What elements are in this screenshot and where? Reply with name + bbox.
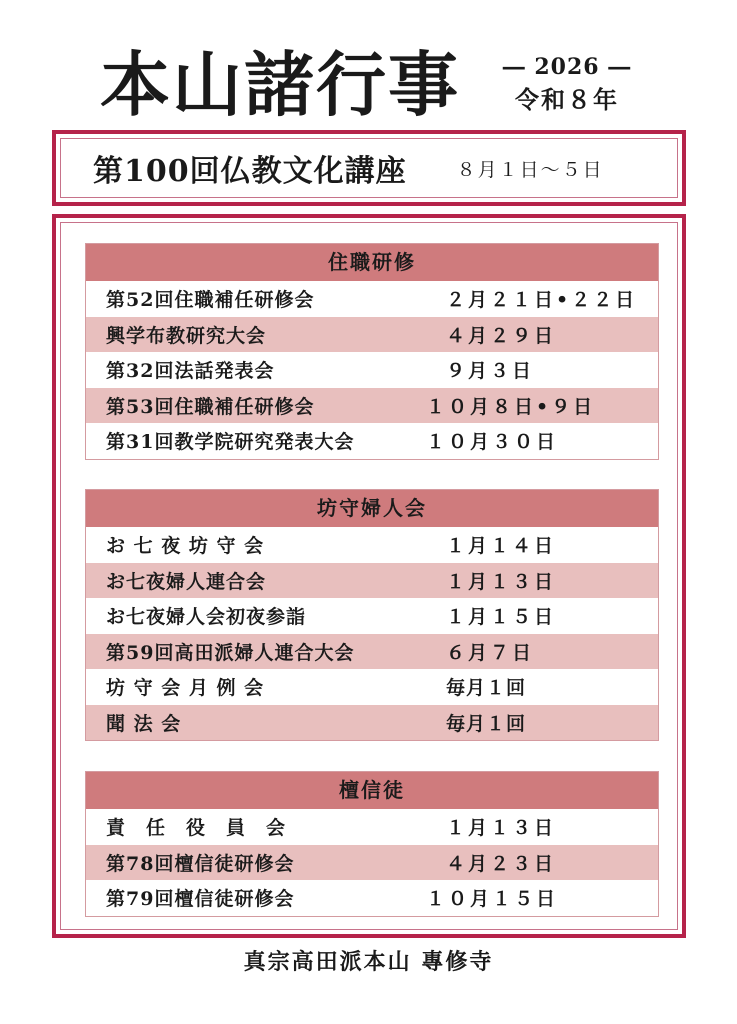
event-name: 聞 法 会: [106, 712, 182, 735]
events-frame: [52, 214, 686, 938]
event-row: [86, 563, 658, 599]
event-date: １月１４日: [446, 535, 557, 558]
event-name: 第79回檀信徒研修会: [106, 888, 295, 911]
section-danshinto: [85, 771, 659, 917]
event-name: 第53回住職補任研修会: [106, 395, 315, 418]
event-date: １月１５日: [446, 606, 557, 629]
event-date: ４月２３日: [446, 852, 557, 875]
event-name: 坊 守 会 月 例 会: [106, 677, 265, 700]
event-name: 第52回住職補任研修会: [106, 289, 315, 312]
event-row: [86, 527, 658, 563]
event-row: [86, 809, 658, 845]
event-row: [86, 598, 658, 634]
era-label: 令和８年: [515, 85, 619, 114]
event-name: お七夜婦人連合会: [106, 570, 267, 593]
year-block: [492, 52, 642, 118]
event-row: [86, 281, 658, 317]
event-row: [86, 388, 658, 424]
event-name: 興学布教研究大会: [106, 324, 267, 347]
events-frame-inner: [60, 222, 678, 930]
section-jushoku-kenshu: [85, 243, 659, 460]
event-date: ４月２９日: [446, 324, 557, 347]
event-row: [86, 705, 658, 741]
event-name: 第59回高田派婦人連合大会: [106, 641, 355, 664]
lecture-date: ８月１日〜５日: [456, 158, 604, 181]
event-date: 毎月１回: [446, 712, 527, 735]
event-date: １月１３日: [446, 817, 557, 840]
event-row: [86, 880, 658, 916]
lecture-title: 第100回仏教文化講座: [93, 154, 407, 189]
event-row: [86, 634, 658, 670]
section-header: 住職研修: [86, 244, 658, 281]
event-date: １月１３日: [446, 570, 557, 593]
page-title: 本山諸行事: [100, 43, 460, 126]
event-row: [86, 317, 658, 353]
event-name: 第31回教学院研究発表大会: [106, 431, 355, 454]
section-header: 檀信徒: [86, 772, 658, 809]
event-row: [86, 669, 658, 705]
event-name: 責 任 役 員 会: [106, 817, 287, 840]
event-row: [86, 423, 658, 459]
event-row: [86, 845, 658, 881]
section-bomori-fujinkai: [85, 489, 659, 741]
lecture-banner-inner: [60, 138, 678, 198]
event-row: [86, 352, 658, 388]
section-header: 坊守婦人会: [86, 490, 658, 527]
event-date: １０月８日•９日: [426, 395, 596, 418]
event-name: お七夜婦人会初夜参詣: [106, 606, 307, 629]
lecture-banner: [52, 130, 686, 206]
event-date: ６月７日: [446, 641, 535, 664]
event-name: 第78回檀信徒研修会: [106, 852, 295, 875]
event-name: 第32回法話発表会: [106, 360, 275, 383]
temple-name-footer: 真宗高田派本山 專修寺: [243, 949, 494, 975]
event-date: １０月１５日: [426, 888, 559, 911]
event-name: お 七 夜 坊 守 会: [106, 535, 265, 558]
event-date: 毎月１回: [446, 677, 527, 700]
event-date: １０月３０日: [426, 431, 559, 454]
year-label: ― 2026 ―: [502, 54, 632, 80]
event-date: ２月２１日•２２日: [446, 289, 638, 312]
event-date: ９月３日: [446, 360, 535, 383]
